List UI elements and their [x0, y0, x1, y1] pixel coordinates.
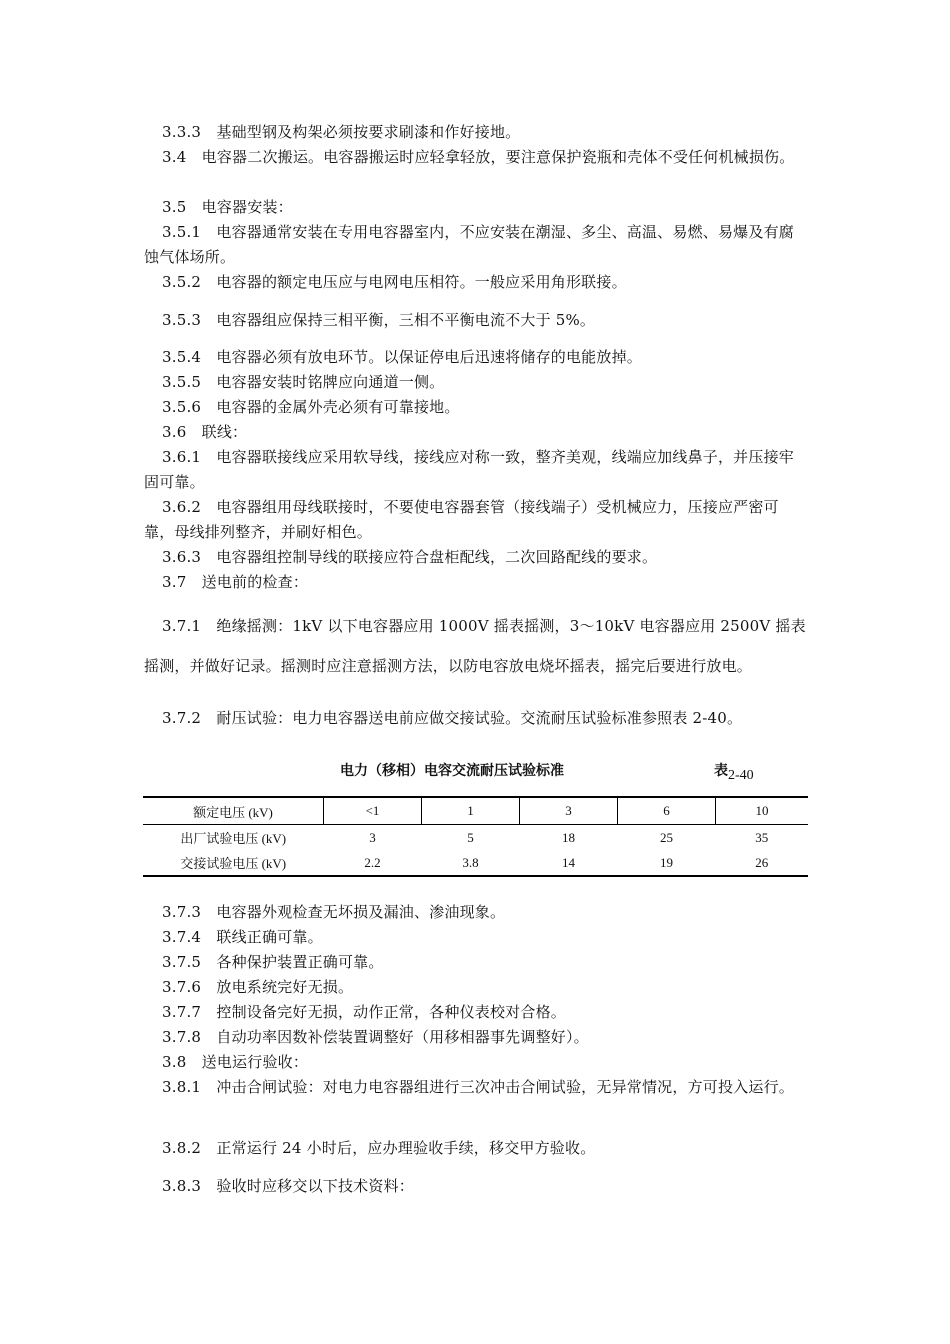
table-cell: 交接试验电压 (kV): [143, 850, 324, 876]
paragraph-3-5-3: 3.5.3 电容器组应保持三相平衡，三相不平衡电流不大于 5%。: [162, 311, 596, 329]
paragraph-3-4: 3.4 电容器二次搬运。电容器搬运时应轻拿轻放，要注意保护瓷瓶和壳体不受任何机械损伤。: [162, 148, 795, 166]
paragraph-3-5-1: 3.5.1 电容器通常安装在专用电容器室内，不应安装在潮湿、多尘、高温、易燃、易爆及有腐蚀气体场所。: [144, 223, 794, 266]
paragraph-3-7-4: 3.7.4 联线正确可靠。: [162, 928, 323, 946]
paragraph-3-7-7: 3.7.7 控制设备完好无损，动作正常，各种仪表校对合格。: [162, 1003, 566, 1021]
paragraph-3-6-2: 3.6.2 电容器组用母线联接时，不要使电容器套管（接线端子）受机械应力，压接应严密可靠，母线排列整齐，并刷好相色。: [144, 498, 779, 541]
table-cell: 3: [369, 829, 376, 845]
paragraph-3-7-6: 3.7.6 放电系统完好无损。: [162, 978, 354, 996]
table-cell: 出厂试验电压 (kV): [180, 831, 287, 846]
table-cell: 26: [716, 850, 809, 876]
table-cell: 14: [520, 850, 618, 876]
table-cell: 19: [618, 850, 716, 876]
table-row: [143, 850, 808, 876]
paragraph-3-6: 3.6 联线：: [162, 423, 248, 441]
table-header-cell: 6: [618, 797, 716, 825]
table-header-cell: <1: [324, 797, 422, 825]
table-row: [143, 825, 808, 851]
table-header-cell: 10: [716, 797, 809, 825]
paragraph-3-7-8: 3.7.8 自动功率因数补偿装置调整好（用移相器事先调整好）。: [162, 1028, 589, 1046]
table-cell: 3.8: [422, 850, 520, 876]
voltage-test-table: [143, 796, 808, 877]
paragraph-3-5-6: 3.5.6 电容器的金属外壳必须有可靠接地。: [162, 398, 460, 416]
paragraph-3-7: 3.7 送电前的检查：: [162, 573, 309, 591]
paragraph-3-3-3: 3.3.3 基础型钢及构架必须按要求刷漆和作好接地。: [162, 123, 521, 141]
paragraph-3-8: 3.8 送电运行验收：: [162, 1053, 309, 1071]
paragraph-3-5-2: 3.5.2 电容器的额定电压应与电网电压相符。一般应采用角形联接。: [162, 273, 627, 291]
paragraph-3-5-4: 3.5.4 电容器必须有放电环节。以保证停电后迅速将储存的电能放掉。: [162, 348, 642, 366]
paragraph-3-7-5: 3.7.5 各种保护装置正确可靠。: [162, 953, 384, 971]
table-header-cell: 3: [520, 797, 618, 825]
paragraph-3-6-1: 3.6.1 电容器联接线应采用软导线，接线应对称一致，整齐美观，线端应加线鼻子，并压接牢固可靠。: [144, 448, 794, 491]
table-header-row: [143, 797, 808, 825]
paragraph-3-6-3: 3.6.3 电容器组控制导线的联接应符合盘柜配线，二次回路配线的要求。: [162, 548, 658, 566]
table-header-cell: 额定电压 (kV): [143, 797, 324, 825]
paragraph-3-5: 3.5 电容器安装：: [162, 198, 293, 216]
paragraph-3-8-1: 3.8.1 冲击合闸试验：对电力电容器组进行三次冲击合闸试验，无异常情况，方可投入运行。: [162, 1078, 794, 1096]
paragraph-3-7-3: 3.7.3 电容器外观检查无坏损及漏油、渗油现象。: [162, 903, 506, 921]
table-caption: 电力（移相）电容交流耐压试验标准: [340, 763, 564, 779]
table-cell: 35: [755, 829, 769, 845]
table-label-prefix: 表: [714, 763, 728, 779]
paragraph-3-8-3: 3.8.3 验收时应移交以下技术资料：: [162, 1177, 414, 1195]
table-cell: 5: [467, 829, 474, 845]
paragraph-3-7-1: 3.7.1 绝缘摇测：1kV 以下电容器应用 1000V 摇表摇测，3～10kV 电容器应用 2500V 摇表摇测，并做好记录。摇测时应注意摇测方法，以防电容放电烧坏摇表，摇完后要进行放电。: [144, 617, 806, 675]
paragraph-3-8-2: 3.8.2 正常运行 24 小时后，应办理验收手续，移交甲方验收。: [162, 1139, 596, 1157]
table-header-cell: 1: [422, 797, 520, 825]
table-label-number: 2-40: [728, 768, 754, 783]
table-cell: 2.2: [324, 850, 422, 876]
paragraph-3-5-5: 3.5.5 电容器安装时铭牌应向通道一侧。: [162, 373, 445, 391]
table-cell: 18: [562, 829, 575, 845]
table-number: [714, 760, 754, 783]
paragraph-3-7-2: 3.7.2 耐压试验：电力电容器送电前应做交接试验。交流耐压试验标准参照表 2-40。: [162, 709, 743, 727]
table-cell: 25: [660, 829, 673, 845]
